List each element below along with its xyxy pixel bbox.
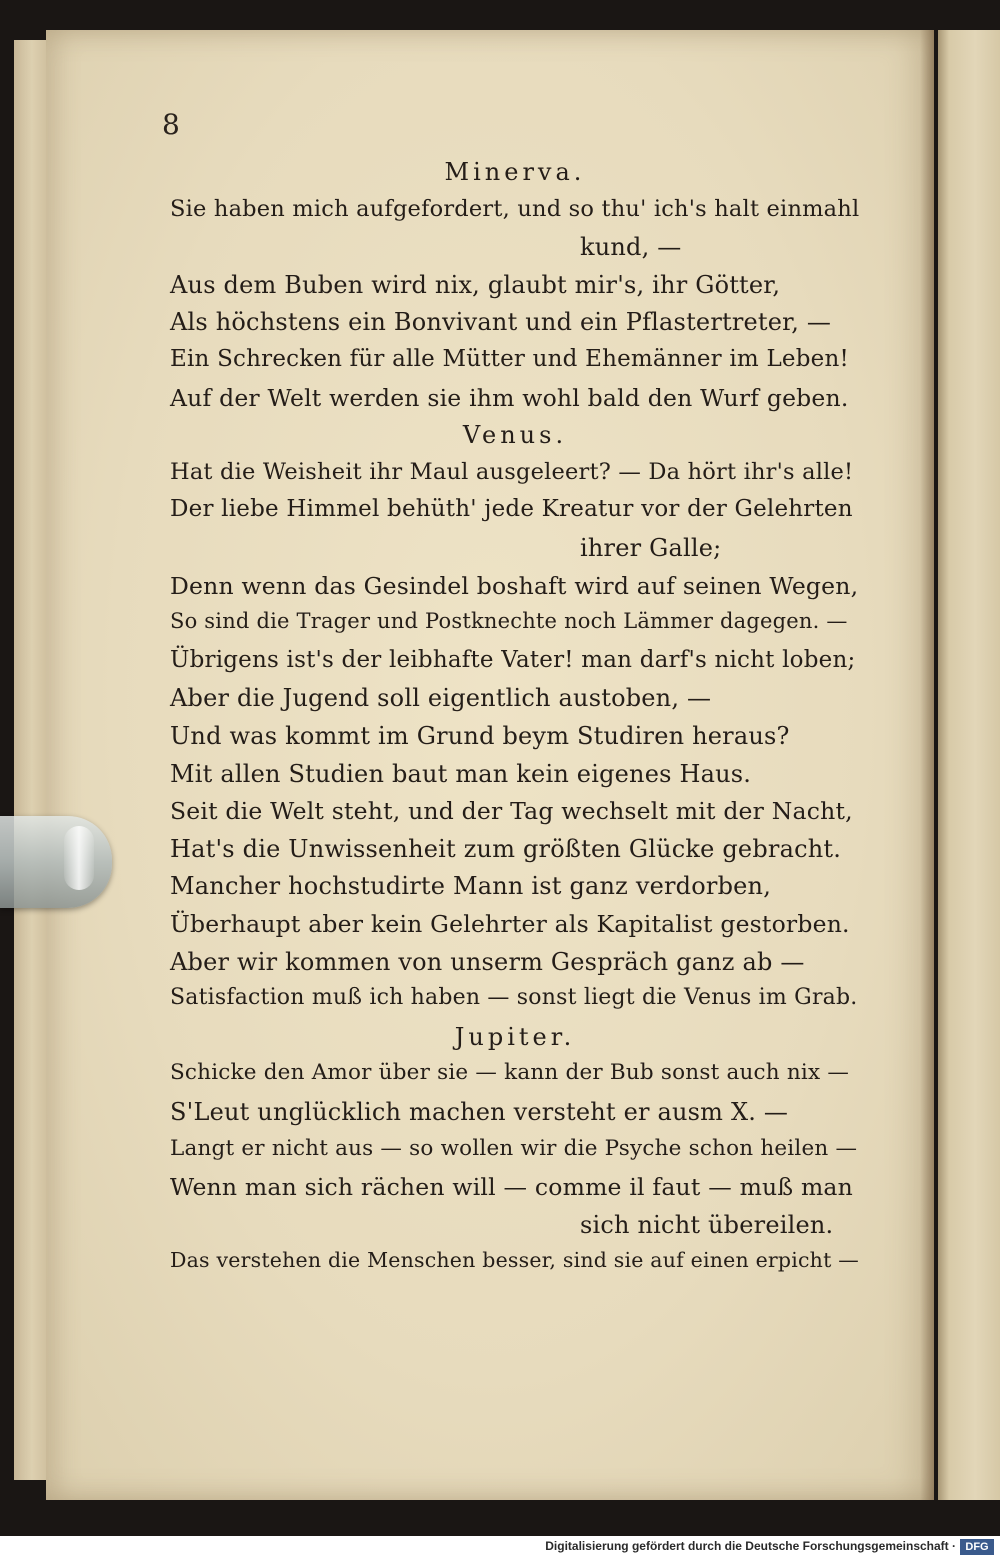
verse-line: S'Leut unglücklich machen versteht er ausm X. — [170, 1098, 789, 1126]
speaker-name: Jupiter. [454, 1023, 576, 1051]
page-gutter-shadow [920, 30, 934, 1500]
page-number: 8 [162, 108, 180, 141]
verse-line: Schicke den Amor über sie — kann der Bub sonst auch nix — [170, 1060, 850, 1085]
funding-credit: Digitalisierung gefördert durch die Deutsche Forschungsgemeinschaft · [545, 1539, 956, 1553]
verse-line: Seit die Welt steht, und der Tag wechselt mit der Nacht, [170, 797, 853, 825]
verse-line: Sie haben mich aufgefordert, und so thu' ich's halt einmahl [170, 196, 860, 222]
verse-line: Mancher hochstudirte Mann ist ganz verdorben, [170, 872, 772, 900]
verse-line: Als höchstens ein Bonvivant und ein Pflastertreter, — [170, 308, 832, 336]
page-clip-highlight [64, 826, 94, 890]
verse-line: So sind die Trager und Postknechte noch Lämmer dagegen. — [170, 609, 848, 633]
verse-line: Aber die Jugend soll eigentlich austoben, — [170, 684, 712, 712]
verse-line-continuation: ihrer Galle; [580, 534, 722, 562]
verse-line: Hat's die Unwissenheit zum größten Glücke gebracht. [170, 835, 842, 863]
next-page-edge [938, 30, 1000, 1500]
verse-line: Ein Schrecken für alle Mütter und Ehemänner im Leben! [170, 346, 849, 372]
dfg-logo: DFG [960, 1539, 994, 1555]
verse-line: Der liebe Himmel behüth' jede Kreatur vor der Gelehrten [170, 496, 853, 522]
verse-line: Denn wenn das Gesindel boshaft wird auf seinen Wegen, [170, 572, 859, 600]
verse-line: Übrigens ist's der leibhafte Vater! man darf's nicht loben; [170, 647, 856, 673]
verse-line: Das verstehen die Menschen besser, sind sie auf einen erpicht — [170, 1248, 859, 1272]
verse-line: Mit allen Studien baut man kein eigenes Haus. [170, 760, 752, 788]
verse-line-continuation: kund, — [580, 233, 682, 261]
verse-line: Auf der Welt werden sie ihm wohl bald den Wurf geben. [170, 384, 849, 412]
verse-line: Überhaupt aber kein Gelehrter als Kapitalist gestorben. [170, 910, 850, 938]
verse-line: Und was kommt im Grund beym Studiren heraus? [170, 722, 790, 750]
verse-line: Wenn man sich rächen will — comme il faut — muß man [170, 1173, 853, 1201]
verse-line: Satisfaction muß ich haben — sonst liegt die Venus im Grab. [170, 985, 858, 1010]
page-clip [0, 816, 112, 908]
verse-line-continuation: sich nicht übereilen. [580, 1211, 834, 1239]
verse-line: Aus dem Buben wird nix, glaubt mir's, ihr Götter, [170, 271, 781, 299]
speaker-name: Venus. [462, 421, 568, 449]
verse-line: Aber wir kommen von unserm Gespräch ganz ab — [170, 948, 805, 976]
verse-line: Langt er nicht aus — so wollen wir die Psyche schon heilen — [170, 1136, 858, 1161]
speaker-name: Minerva. [444, 158, 586, 186]
book-cover-edge [14, 40, 50, 1480]
verse-line: Hat die Weisheit ihr Maul ausgeleert? — Da hört ihr's alle! [170, 459, 854, 485]
